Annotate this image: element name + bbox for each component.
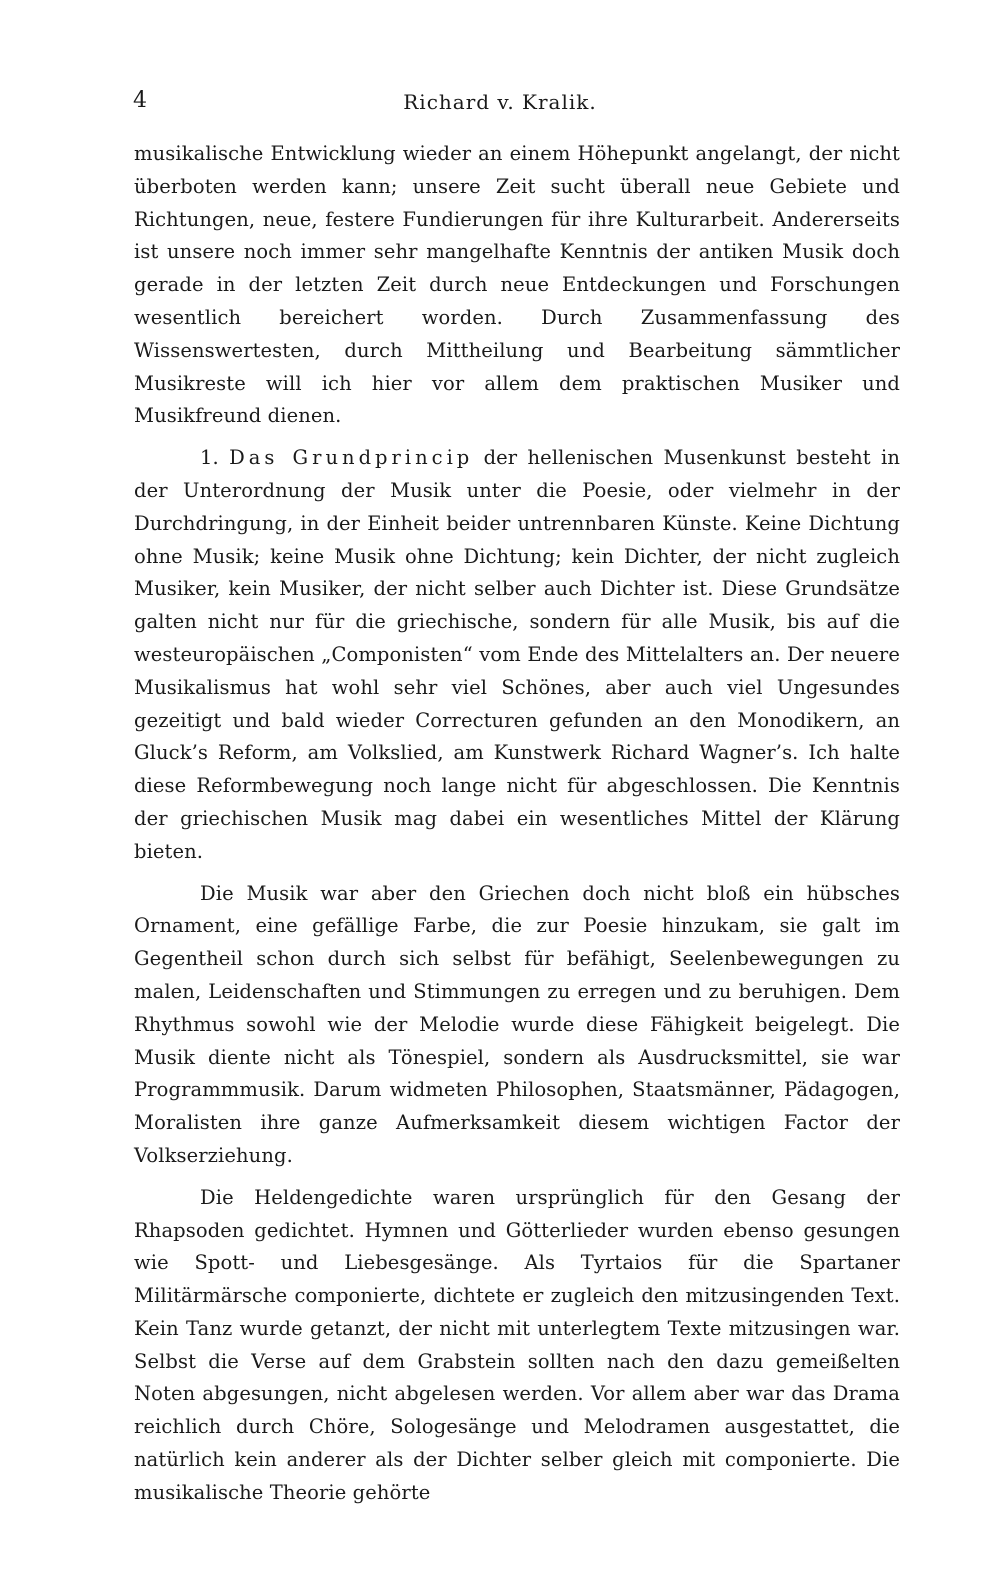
- paragraph-text: der hellenischen Musenkunst besteht in der Unterordnung der Musik unter die Poesie, oder vielmehr in der Durchdringung, in der Einheit beider untrennbaren Künste. Keine Dichtung ohne Musik; keine Musik ohne Dichtung; kein Dichter, der nicht zugleich Musiker, kein Musiker, der nicht selber auch Dichter ist. Diese Grundsätze galten nicht nur für die griechische, sondern für alle Musik, bis auf die westeuropäischen „Componisten“ vom Ende des Mittelalters an. Der neuere Musikalismus hat wohl sehr viel Schönes, aber auch viel Ungesundes gezeitigt und bald wieder Correcturen gefunden an den Monodikern, an Gluck’s Reform, am Volkslied, am Kunstwerk Richard Wagner’s. Ich halte diese Reformbewegung noch lange nicht für abgeschlossen. Die Kenntnis der griechischen Musik mag dabei ein wesentliches Mittel der Klärung bieten.: [134, 446, 900, 863]
- paragraph-heldengedichte: Die Heldengedichte waren ursprünglich für den Gesang der Rhapsoden gedichtet. Hymnen und Götterlieder wurden ebenso gesungen wie Spott- und Liebesgesänge. Als Tyrtaios für die Spartaner Militärmärsche componierte, dichtete er zugleich den mitzusingenden Text. Kein Tanz wurde getanzt, der nicht mit unterlegtem Texte mitzusingen war. Selbst die Verse auf dem Grabstein sollten nach den dazu gemeißelten Noten abgesungen, nicht abgelesen werden. Vor allem aber war das Drama reichlich durch Chöre, Sologesänge und Melodramen ausgestattet, die natürlich kein anderer als der Dichter selber gleich mit componierte. Die musikalische Theorie gehörte: [134, 1185, 900, 1504]
- paragraph-continuation: musikalische Entwicklung wieder an einem Höhepunkt angelangt, der nicht überboten werden kann; unsere Zeit sucht überall neue Gebiete und Richtungen, neue, festere Fundierungen für ihre Kulturarbeit. Andererseits ist unsere noch immer sehr mangelhafte Kenntnis der antiken Musik doch gerade in der letzten Zeit durch neue Entdeckungen und Forschungen wesentlich bereichert worden. Durch Zusammenfassung des Wissenswertesten, durch Mittheilung und Bearbeitung sämmtlicher Musikreste will ich hier vor allem dem praktischen Musiker und Musikfreund dienen.: [134, 142, 900, 428]
- paragraph-musik-griechen: Die Musik war aber den Griechen doch nicht bloß ein hübsches Ornament, eine gefällige Farbe, die zur Poesie hinzukam, sie galt im Gegentheil schon durch sich selbst für befähigt, Seelenbewegungen zu malen, Leidenschaften und Stimmungen zu erregen und zu beruhigen. Dem Rhythmus sowohl wie der Melodie wurde diese Fähigkeit beigelegt. Die Musik diente nicht als Tönespiel, sondern als Ausdrucksmittel, sie war Programmmusik. Darum widmeten Philosophen, Staatsmänner, Pädagogen, Moralisten ihre ganze Aufmerksamkeit diesem wichtigen Factor der Volkserziehung.: [134, 881, 900, 1167]
- spaced-term: Das Grundprincip: [229, 446, 474, 470]
- paragraph-grundprincip: [134, 442, 900, 868]
- running-title: Richard v. Kralik.: [403, 90, 597, 114]
- body-text: [134, 138, 900, 1510]
- section-number: 1.: [200, 446, 230, 470]
- page-number: 4: [133, 88, 147, 113]
